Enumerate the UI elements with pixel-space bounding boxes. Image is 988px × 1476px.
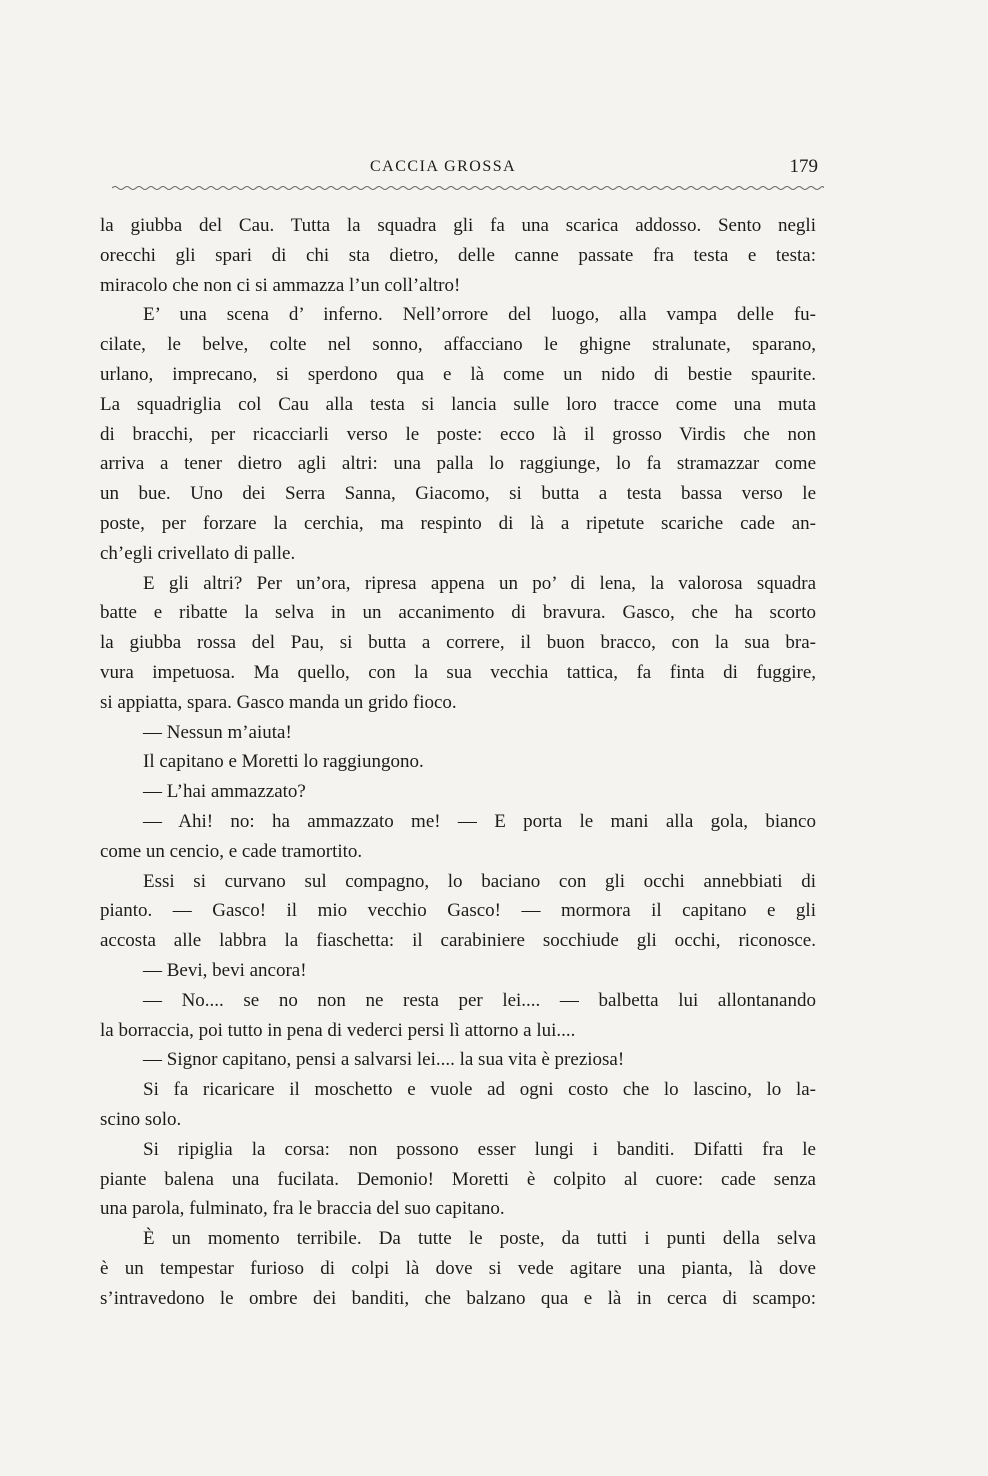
- text-line: miracolo che non ci si ammazza l’un coll’altro!: [100, 274, 461, 296]
- text-line: arriva a tener dietro agli altri: una palla lo raggiunge, lo fa stramazzar come: [100, 453, 816, 475]
- text-line: accosta alle labbra la fiaschetta: il carabiniere socchiude gli occhi, riconosce.: [100, 930, 816, 952]
- text-line: la giubba rossa del Pau, si butta a correre, il buon bracco, con la sua bra-: [100, 632, 816, 654]
- text-line: pianto. — Gasco! il mio vecchio Gasco! — mormora il capitano e gli: [100, 900, 816, 922]
- text-line: — Bevi, bevi ancora!: [143, 959, 307, 981]
- text-line: La squadriglia col Cau alla testa si lancia sulle loro tracce come una muta: [100, 393, 816, 415]
- text-line: Si fa ricaricare il moschetto e vuole ad ogni costo che lo lascino, lo la-: [143, 1079, 816, 1101]
- text-line: — L’hai ammazzato?: [143, 781, 306, 803]
- text-line: urlano, imprecano, si sperdono qua e là come un nido di bestie spaurite.: [100, 363, 816, 385]
- page-number: 179: [789, 156, 818, 177]
- header-wavy-rule: [112, 185, 824, 191]
- running-title: CACCIA GROSSA: [370, 158, 517, 175]
- text-line: di bracchi, per ricacciarli verso le poste: ecco là il grosso Virdis che non: [100, 423, 816, 445]
- text-line: la borraccia, poi tutto in pena di vederci persi lì attorno a lui....: [100, 1019, 576, 1041]
- text-line: — Signor capitano, pensi a salvarsi lei.... la sua vita è preziosa!: [143, 1049, 625, 1071]
- text-line: vura impetuosa. Ma quello, con la sua vecchia tattica, fa finta di fuggire,: [100, 661, 816, 683]
- text-line: cilate, le belve, colte nel sonno, affacciano le ghigne stralunate, sparano,: [100, 334, 816, 356]
- text-line: poste, per forzare la cerchia, ma respinto di là a ripetute scariche cade an-: [100, 512, 816, 534]
- text-line: una parola, fulminato, fra le braccia del suo capitano.: [100, 1198, 505, 1220]
- text-line: — Nessun m’aiuta!: [143, 721, 292, 743]
- text-line: È un momento terribile. Da tutte le poste, da tutti i punti della selva: [143, 1228, 816, 1250]
- text-line: piante balena una fucilata. Demonio! Moretti è colpito al cuore: cade senza: [100, 1168, 816, 1190]
- text-line: un bue. Uno dei Serra Sanna, Giacomo, si butta a testa bassa verso le: [100, 483, 816, 505]
- text-line: batte e ribatte la selva in un accanimento di bravura. Gasco, che ha scorto: [100, 602, 816, 624]
- text-line: — No.... se no non ne resta per lei.... — balbetta lui allontanando: [143, 989, 816, 1011]
- text-line: Il capitano e Moretti lo raggiungono.: [143, 751, 424, 773]
- text-line: orecchi gli spari di chi sta dietro, delle canne passate fra testa e testa:: [100, 244, 816, 266]
- text-line: Si ripiglia la corsa: non possono esser lungi i banditi. Difatti fra le: [143, 1138, 816, 1160]
- text-line: Essi si curvano sul compagno, lo baciano con gli occhi annebbiati di: [143, 870, 816, 892]
- text-line: — Ahi! no: ha ammazzato me! — E porta le mani alla gola, bianco: [143, 810, 816, 832]
- text-line: come un cencio, e cade tramortito.: [100, 840, 363, 862]
- text-line: ch’egli crivellato di palle.: [100, 542, 296, 564]
- text-line: E’ una scena d’ inferno. Nell’orrore del luogo, alla vampa delle fu-: [143, 304, 816, 326]
- text-line: scino solo.: [100, 1108, 182, 1130]
- text-line: E gli altri? Per un’ora, ripresa appena un po’ di lena, la valorosa squadra: [143, 572, 816, 594]
- text-line: si appiatta, spara. Gasco manda un grido fioco.: [100, 691, 457, 713]
- text-line: s’intravedono le ombre dei banditi, che balzano qua e là in cerca di scampo:: [100, 1287, 816, 1309]
- text-line: è un tempestar furioso di colpi là dove si vede agitare una pianta, là dove: [100, 1257, 816, 1279]
- text-line: la giubba del Cau. Tutta la squadra gli fa una scarica addosso. Sento negli: [100, 215, 816, 236]
- body-text: [100, 211, 816, 1313]
- page-header: [100, 158, 818, 182]
